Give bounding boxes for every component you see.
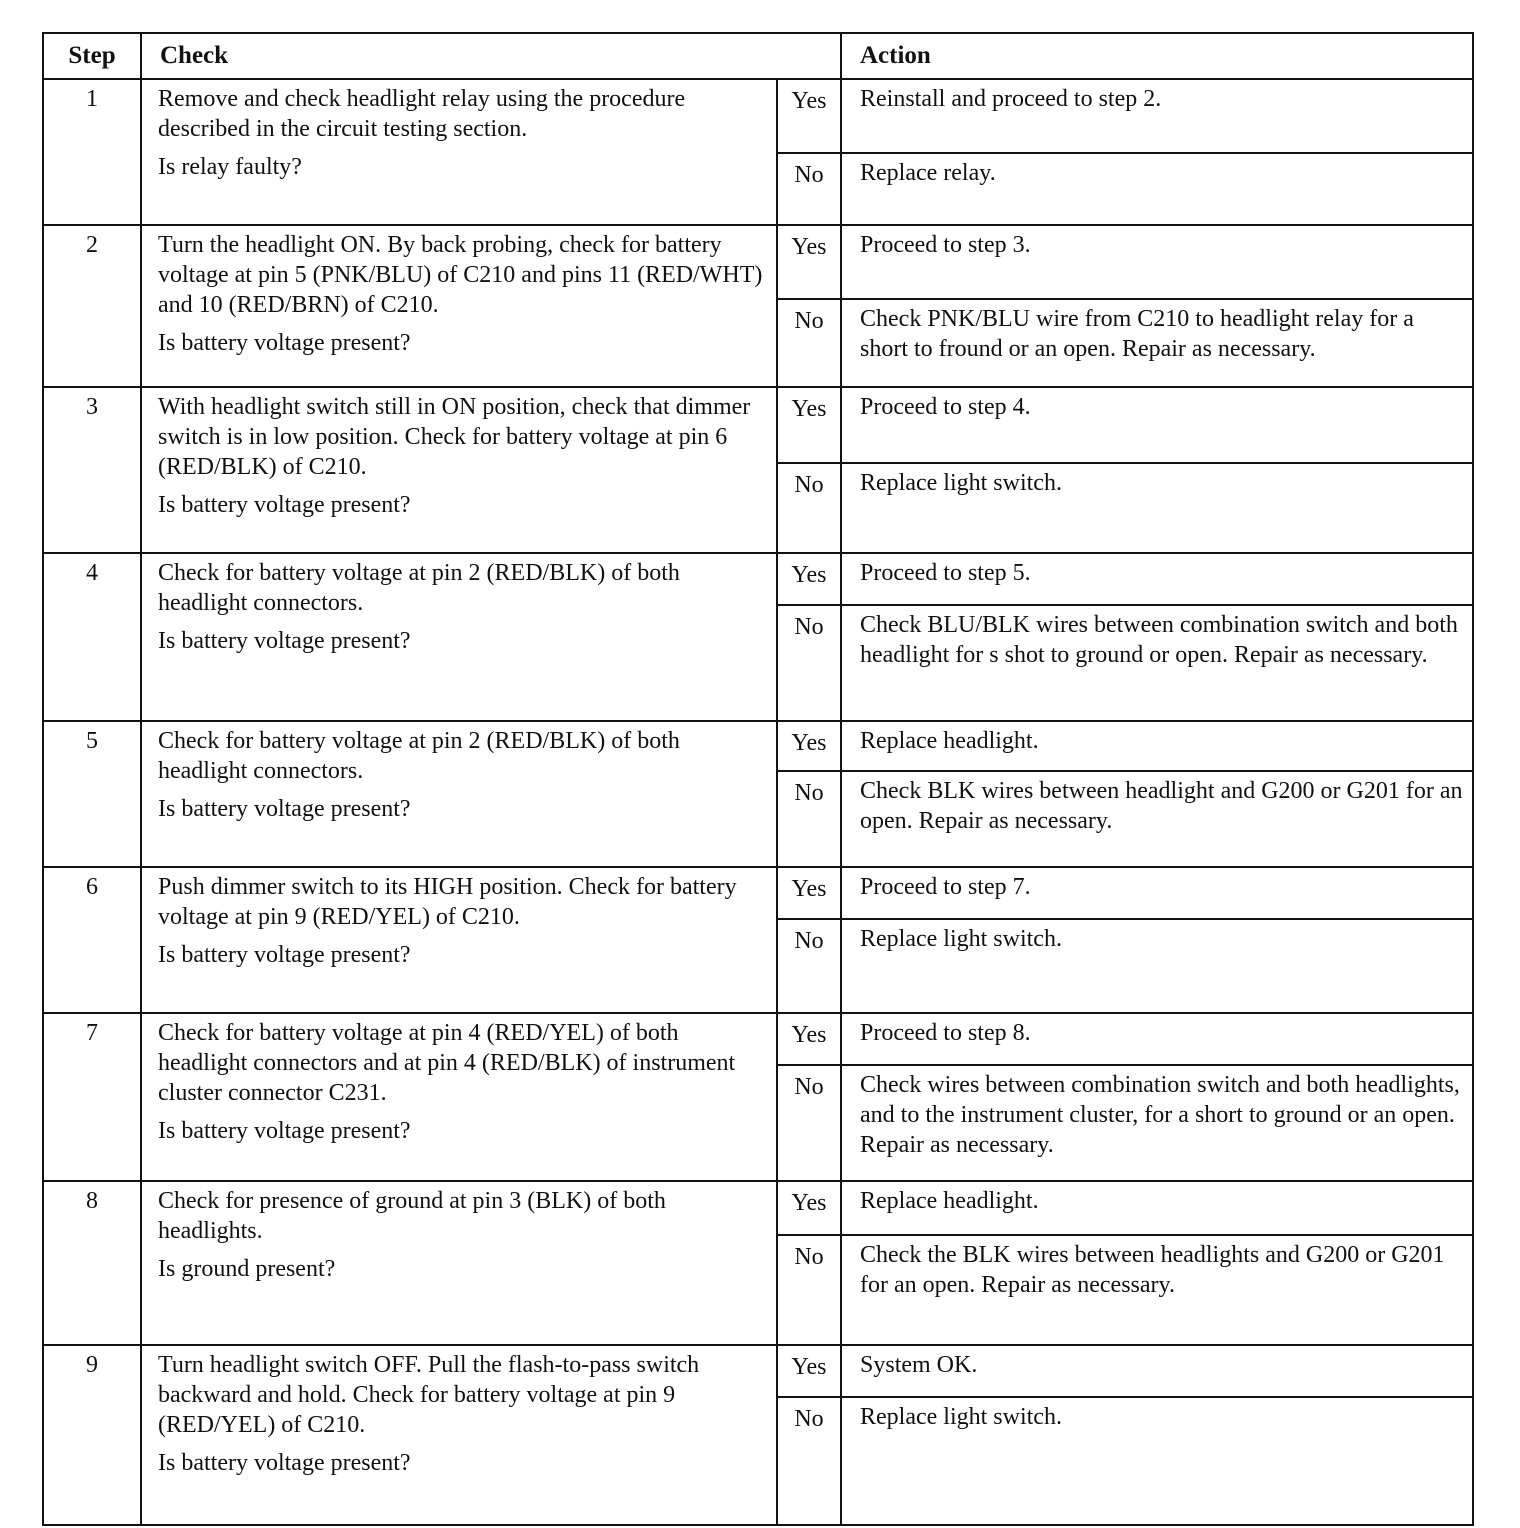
check-cell bbox=[141, 387, 777, 553]
check-cell bbox=[141, 1013, 777, 1181]
step-row bbox=[43, 79, 1473, 153]
step-number: 5 bbox=[43, 721, 141, 867]
step-row bbox=[43, 867, 1473, 919]
no-label: No bbox=[777, 153, 841, 225]
no-label: No bbox=[777, 605, 841, 721]
no-label: No bbox=[777, 299, 841, 387]
step-row bbox=[43, 225, 1473, 299]
check-question: Is battery voltage present? bbox=[158, 1450, 411, 1476]
no-label: No bbox=[777, 919, 841, 1013]
check-cell bbox=[141, 79, 777, 225]
check-question: Is relay faulty? bbox=[158, 154, 302, 180]
yes-label: Yes bbox=[777, 867, 841, 919]
step-row bbox=[43, 1345, 1473, 1397]
step-number: 6 bbox=[43, 867, 141, 1013]
no-action: Check PNK/BLU wire from C210 to headlight relay for a short to fround or an open. Repair as necessary. bbox=[841, 299, 1473, 387]
no-action: Replace light switch. bbox=[841, 463, 1473, 553]
check-text: Turn headlight switch OFF. Pull the flash-to-pass switch backward and hold. Check for battery voltage at pin 9 (RED/YEL) of C210. bbox=[158, 1352, 700, 1438]
no-label: No bbox=[777, 463, 841, 553]
diagnostic-table bbox=[42, 32, 1474, 1526]
yes-label: Yes bbox=[777, 1181, 841, 1235]
check-question: Is ground present? bbox=[158, 1256, 336, 1282]
check-question: Is battery voltage present? bbox=[158, 492, 411, 518]
yes-action: Proceed to step 3. bbox=[841, 225, 1473, 299]
check-text: Turn the headlight ON. By back probing, check for battery voltage at pin 5 (PNK/BLU) of C210 and pins 11 (RED/WHT) and 10 (RED/BRN) of C210. bbox=[158, 232, 763, 318]
no-action: Check BLK wires between headlight and G200 or G201 for an open. Repair as necessary. bbox=[841, 771, 1473, 867]
yes-action: Replace headlight. bbox=[841, 721, 1473, 771]
check-question: Is battery voltage present? bbox=[158, 628, 411, 654]
step-number: 2 bbox=[43, 225, 141, 387]
yes-label: Yes bbox=[777, 553, 841, 605]
step-number: 7 bbox=[43, 1013, 141, 1181]
check-text: Check for battery voltage at pin 2 (RED/BLK) of both headlight connectors. bbox=[158, 728, 680, 784]
yes-label: Yes bbox=[777, 1345, 841, 1397]
check-text: Push dimmer switch to its HIGH position. Check for battery voltage at pin 9 (RED/YEL) of C210. bbox=[158, 874, 737, 930]
yes-action: Proceed to step 8. bbox=[841, 1013, 1473, 1065]
step-header: Step bbox=[43, 33, 141, 79]
check-text: With headlight switch still in ON position, check that dimmer switch is in low position. Check for battery voltage at pin 6 (RED/BLK) of C210. bbox=[158, 394, 751, 480]
check-question: Is battery voltage present? bbox=[158, 330, 411, 356]
diagnostic-body bbox=[43, 79, 1473, 1525]
yes-label: Yes bbox=[777, 387, 841, 463]
step-row bbox=[43, 387, 1473, 463]
check-cell bbox=[141, 1345, 777, 1525]
no-action: Replace relay. bbox=[841, 153, 1473, 225]
header-row bbox=[43, 33, 1473, 79]
yes-label: Yes bbox=[777, 79, 841, 153]
step-row bbox=[43, 553, 1473, 605]
no-action: Replace light switch. bbox=[841, 1397, 1473, 1525]
no-label: No bbox=[777, 1235, 841, 1345]
no-label: No bbox=[777, 1065, 841, 1181]
no-label: No bbox=[777, 1397, 841, 1525]
check-cell bbox=[141, 721, 777, 867]
yes-action: Replace headlight. bbox=[841, 1181, 1473, 1235]
no-action: Check wires between combination switch and both headlights, and to the instrument cluster, for a short to ground or an open. Repair as necessary. bbox=[841, 1065, 1473, 1181]
check-text: Remove and check headlight relay using the procedure described in the circuit testing section. bbox=[158, 86, 686, 142]
step-row bbox=[43, 1181, 1473, 1235]
step-number: 1 bbox=[43, 79, 141, 225]
yes-action: Proceed to step 4. bbox=[841, 387, 1473, 463]
check-cell bbox=[141, 1181, 777, 1345]
step-number: 4 bbox=[43, 553, 141, 721]
yes-label: Yes bbox=[777, 225, 841, 299]
yes-action: Proceed to step 7. bbox=[841, 867, 1473, 919]
check-text: Check for battery voltage at pin 2 (RED/BLK) of both headlight connectors. bbox=[158, 560, 680, 616]
check-cell bbox=[141, 225, 777, 387]
yes-label: Yes bbox=[777, 1013, 841, 1065]
no-action: Check the BLK wires between headlights and G200 or G201 for an open. Repair as necessary. bbox=[841, 1235, 1473, 1345]
check-text: Check for presence of ground at pin 3 (BLK) of both headlights. bbox=[158, 1188, 666, 1244]
yes-label: Yes bbox=[777, 721, 841, 771]
no-action: Replace light switch. bbox=[841, 919, 1473, 1013]
check-cell bbox=[141, 553, 777, 721]
yes-action: Proceed to step 5. bbox=[841, 553, 1473, 605]
check-text: Check for battery voltage at pin 4 (RED/YEL) of both headlight connectors and at pin 4 (RED/BLK) of instrument cluster connector C231. bbox=[158, 1020, 736, 1106]
check-cell bbox=[141, 867, 777, 1013]
step-number: 8 bbox=[43, 1181, 141, 1345]
no-label: No bbox=[777, 771, 841, 867]
check-question: Is battery voltage present? bbox=[158, 942, 411, 968]
yes-action: System OK. bbox=[841, 1345, 1473, 1397]
check-question: Is battery voltage present? bbox=[158, 796, 411, 822]
yes-action: Reinstall and proceed to step 2. bbox=[841, 79, 1473, 153]
step-number: 3 bbox=[43, 387, 141, 553]
action-header: Action bbox=[841, 33, 1473, 79]
no-action: Check BLU/BLK wires between combination switch and both headlight for s shot to ground or open. Repair as necessary. bbox=[841, 605, 1473, 721]
check-header: Check bbox=[141, 33, 841, 79]
step-row bbox=[43, 721, 1473, 771]
check-question: Is battery voltage present? bbox=[158, 1118, 411, 1144]
step-number: 9 bbox=[43, 1345, 141, 1525]
step-row bbox=[43, 1013, 1473, 1065]
